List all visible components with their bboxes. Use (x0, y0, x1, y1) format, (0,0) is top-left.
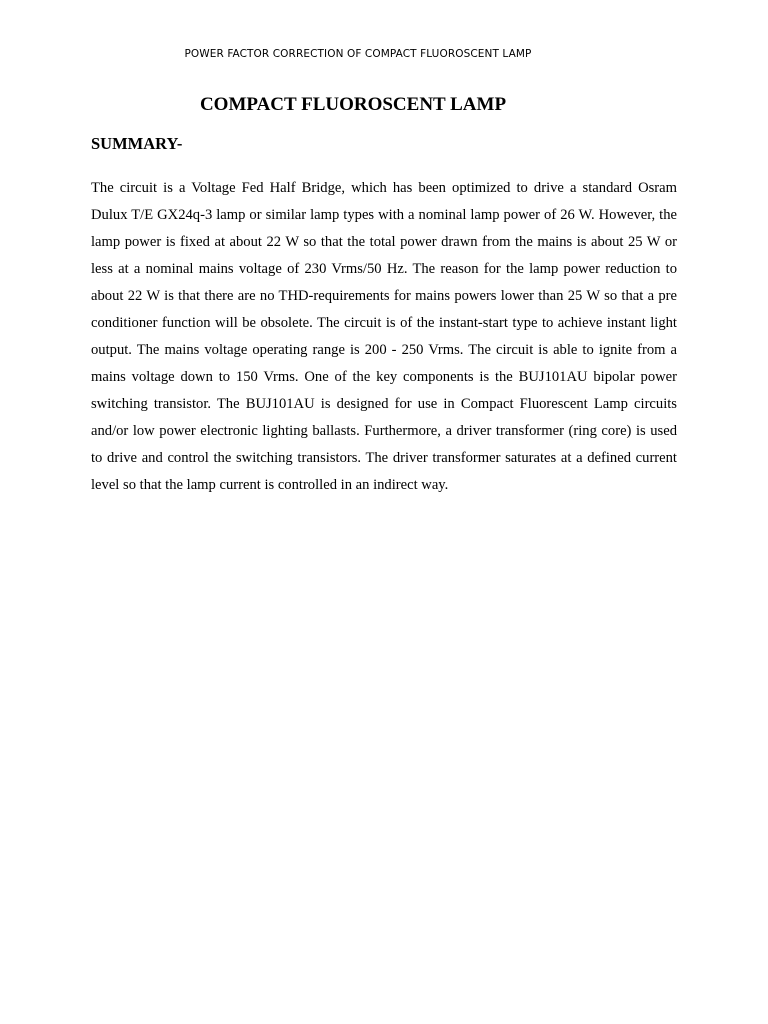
summary-paragraph: The circuit is a Voltage Fed Half Bridge, which has been optimized to drive a standard Osram Dulux T/E GX24q-3 lamp or similar lamp types with a nominal lamp power of 26 W. However, the lamp power is fixed at about 22 W so that the total power drawn from the mains is about 25 W or less at a nominal mains voltage of 230 Vrms/50 Hz. The reason for the lamp power reduction to about 22 W is that there are no THD-requirements for mains powers lower than 25 W so that a pre conditioner function will be obsolete. The circuit is of the instant-start type to achieve instant light output. The mains voltage operating range is 200 - 250 Vrms. The circuit is able to ignite from a mains voltage down to 150 Vrms. One of the key components is the BUJ101AU bipolar power switching transistor. The BUJ101AU is designed for use in Compact Fluorescent Lamp circuits and/or low power electronic lighting ballasts. Furthermore, a driver transformer (ring core) is used to drive and control the switching transistors. The driver transformer saturates at a defined current level so that the lamp current is controlled in an indirect way. (91, 180, 677, 493)
summary-heading: SUMMARY- (91, 134, 183, 153)
running-header: POWER FACTOR CORRECTION OF COMPACT FLUOROSCENT LAMP (184, 48, 532, 60)
document-title: COMPACT FLUOROSCENT LAMP (199, 94, 507, 115)
